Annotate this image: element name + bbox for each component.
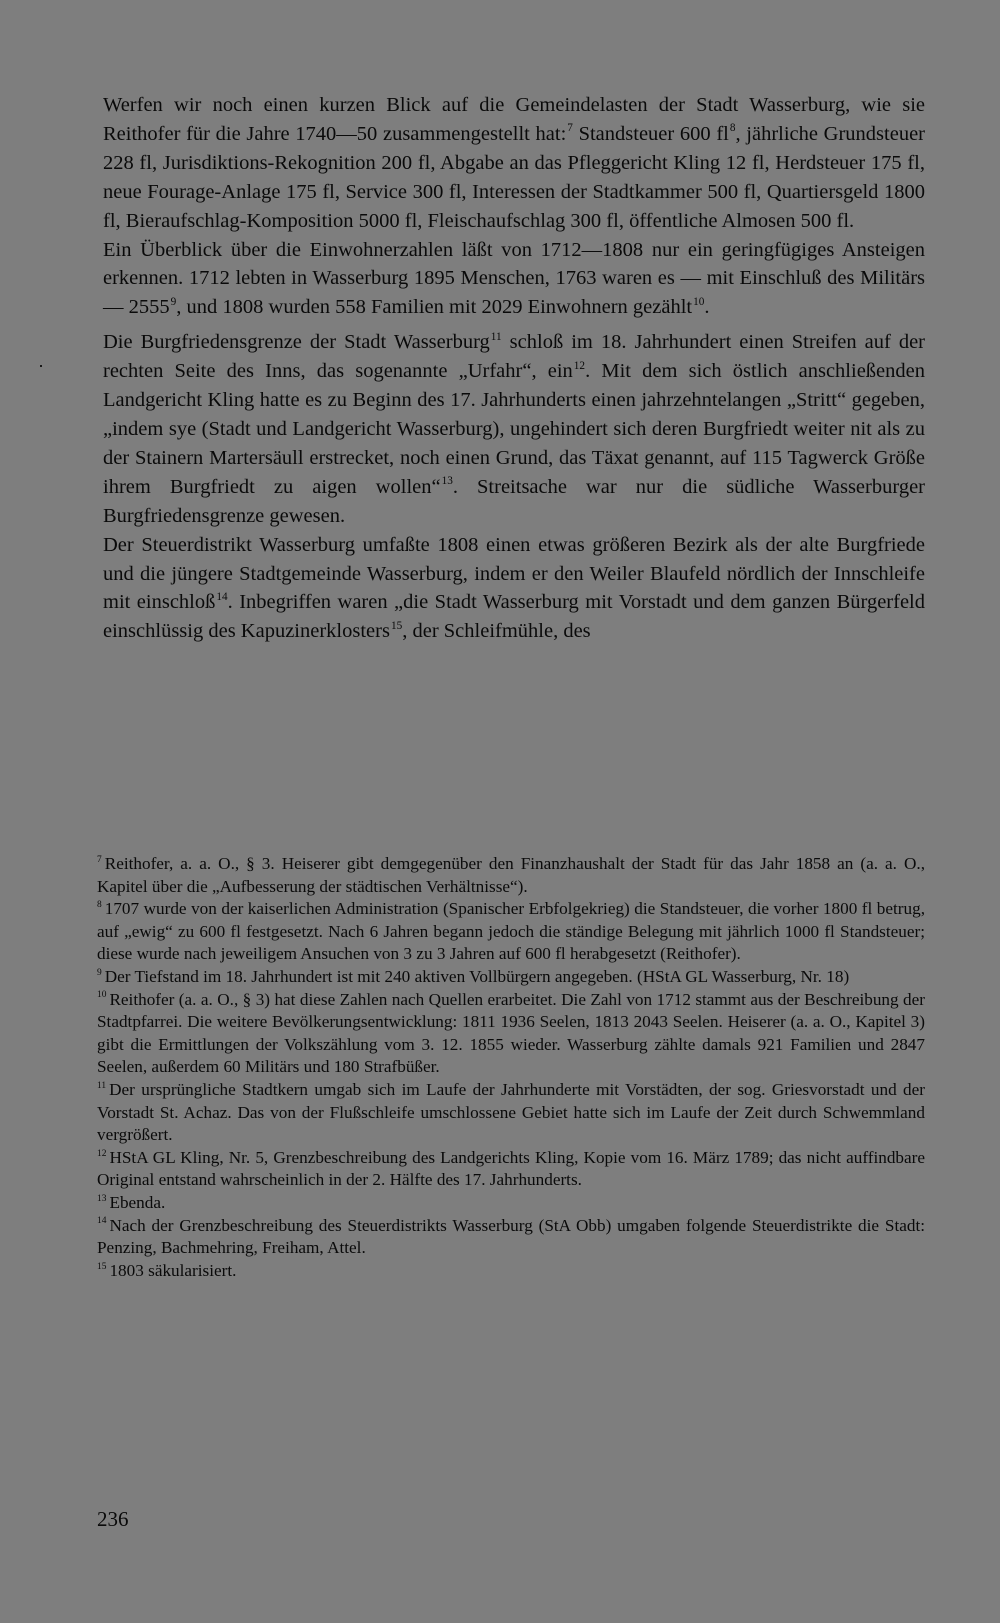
footnote xyxy=(97,1147,925,1192)
footnote xyxy=(97,1215,925,1260)
footnote xyxy=(97,1192,925,1215)
footnote xyxy=(97,853,925,898)
footnote-ref-15: 15 xyxy=(390,619,403,632)
footnote-ref-11: 11 xyxy=(490,330,502,343)
footnote-text: 1803 säkularisiert. xyxy=(109,1260,237,1280)
footnote-ref-9: 9 xyxy=(170,295,177,308)
footnotes xyxy=(97,853,925,1282)
footnote-ref-8: 8 xyxy=(729,122,736,135)
footnote xyxy=(97,966,925,989)
main-text xyxy=(103,91,925,646)
footnote-ref-7: 7 xyxy=(567,122,573,135)
footnote-text: Ebenda. xyxy=(109,1192,166,1212)
footnote xyxy=(97,1260,925,1283)
footnote-text: Der Tiefstand im 18. Jahrhundert ist mit 240 aktiven Vollbürgern angegeben. (HStA GL Wasserburg, Nr. 18) xyxy=(104,966,850,986)
margin-mark xyxy=(40,365,42,367)
page-number: 236 xyxy=(97,1507,129,1531)
paragraph-population: Ein Überblick über die Einwohnerzahlen läßt von 1712—1808 nur ein geringfügiges Ansteigen erkennen. 1712 lebten in Wasserburg 1895 Menschen, 1763 waren es — mit Einschluß des Militärs — 2555$^9$, und 1808 wurden 558 Familien mit 2029 Einwohnern gezählt$^{10}$. xyxy=(103,238,925,319)
footnote xyxy=(97,989,925,1079)
footnote-number: 14 xyxy=(97,1216,107,1227)
footnote-ref-14: 14 xyxy=(216,590,228,603)
footnote-ref-12: 12 xyxy=(573,359,586,372)
footnote-number: 13 xyxy=(97,1193,107,1204)
footnote-number: 7 xyxy=(97,854,102,865)
footnote-number: 11 xyxy=(97,1080,107,1091)
paragraph-steuerdistrikt: Der Steuerdistrikt Wasserburg umfaßte 1808 einen etwas größeren Bezirk als der alte Burgfriede und die jüngere Stadtgemeinde Wasserburg, indem er den Weiler Blaufeld nördlich der Innschleife mit einschloß$^{14}$. Inbegriffen waren „die Stadt Wasserburg mit Vorstadt und dem ganzen Bürgerfeld einschlüssig des Kapuzinerklosters$^{15}$, der Schleifmühle, des xyxy=(103,533,926,643)
footnote-text: Reithofer, a. a. O., § 3. Heiserer gibt demgegenüber den Finanzhaushalt der Stadt für das Jahr 1858 an (a. a. O., Kapitel über die „Aufbesserung der städtischen Verhältnisse“). xyxy=(97,854,925,896)
footnote-number: 8 xyxy=(97,900,102,911)
footnote-number: 12 xyxy=(97,1148,107,1159)
footnote-text: Reithofer (a. a. O., § 3) hat diese Zahlen nach Quellen erarbeitet. Die Zahl von 1712 stammt aus der Beschreibung der Stadtpfarrei. Die weitere Bevölkerungsentwicklung: 1811 1936 Seelen, 1813 2043 Seelen. Heiserer (a. a. O., Kapitel 3) gibt die Ermittlungen der Volkszählung vom 3. 12. 1855 wieder. Wasserburg zählte damals 921 Familien und 2847 Seelen, außerdem 60 Militärs und 180 Strafbüßer. xyxy=(97,989,925,1077)
paragraph-burgfrieden: Die Burgfriedensgrenze der Stadt Wasserburg$^{11}$ schloß im 18. Jahrhundert einen Streifen auf der rechten Seite des Inns, das sogenannte „Urfahr“, ein$^{12}$. Mit dem sich östlich anschließenden Landgericht Kling hatte es zu Beginn des 17. Jahrhunderts einen jahrzehntelangen „Stritt“ gegeben, „indem sye (Stadt und Landgericht Wasserburg), ungehindert sich deren Burgfriedt weiter nit als zu der Stainern Martersäull erstrecket, noch einen Grund, das Täxat genannt, auf 115 Tagwerck Größe ihrem Burgfriedt zu aigen wollen“$^{13}$. Streitsache war nur die südliche Wasserburger Burgfriedensgrenze gewesen. xyxy=(103,330,926,527)
footnote-ref-10: 10 xyxy=(693,295,705,308)
footnote-number: 9 xyxy=(97,967,102,978)
footnote xyxy=(97,898,925,966)
paragraph-levies: Werfen wir noch einen kurzen Blick auf die Gemeindelasten der Stadt Wasserburg, wie sie Reithofer für die Jahre 1740—50 zusammengestellt hat:$^7$ Standsteuer 600 $fl^8$, jährliche Grundsteuer 228 fl, Jurisdiktions-Rekognition 200 fl, Abgabe an das Pfleggericht Kling 12 fl, Herdsteuer 175 fl, neue Fourage-Anlage 175 fl, Service 300 fl, Interessen der Stadtkammer 500 fl, Quartiersgeld 1800 fl, Bieraufschlag-Komposition 5000 fl, Fleischaufschlag 300 fl, öffentliche Almosen 500 fl. xyxy=(103,94,925,232)
footnote xyxy=(97,1079,925,1147)
footnote-text: HStA GL Kling, Nr. 5, Grenzbeschreibung des Landgerichts Kling, Kopie vom 16. März 1789; das nicht auffindbare Original entstand wahrscheinlich in der 2. Hälfte des 17. Jahrhunderts. xyxy=(97,1147,925,1190)
footnote-ref-13: 13 xyxy=(441,475,453,488)
footnote-number: 15 xyxy=(97,1261,107,1272)
footnote-text: 1707 wurde von der kaiserlichen Administration (Spanischer Erbfolgekrieg) die Standsteuer, die vorher 1800 fl betrug, auf „ewig“ zu 600 fl festgesetzt. Nach 6 Jahren begann jedoch die ständige Belegung mit jährlich 1000 fl Standsteuer; diese wurde nach jeweiligem Ansuchen von 3 zu 3 Jahren auf 600 fl herabgesetzt (Reithofer). xyxy=(97,899,925,964)
footnote-text: Nach der Grenzbeschreibung des Steuerdistrikts Wasserburg (StA Obb) umgaben folgende Steuerdistrikte die Stadt: Penzing, Bachmehring, Freiham, Attel. xyxy=(97,1215,925,1258)
footnote-number: 10 xyxy=(97,990,107,1001)
footnote-text: Der ursprüngliche Stadtkern umgab sich im Laufe der Jahrhunderte mit Vorstädten, der sog. Griesvorstadt und der Vorstadt St. Achaz. Das von der Flußschleife umschlossene Gebiet hatte sich im Laufe der Zeit durch Schwemmland vergrößert. xyxy=(97,1079,925,1145)
